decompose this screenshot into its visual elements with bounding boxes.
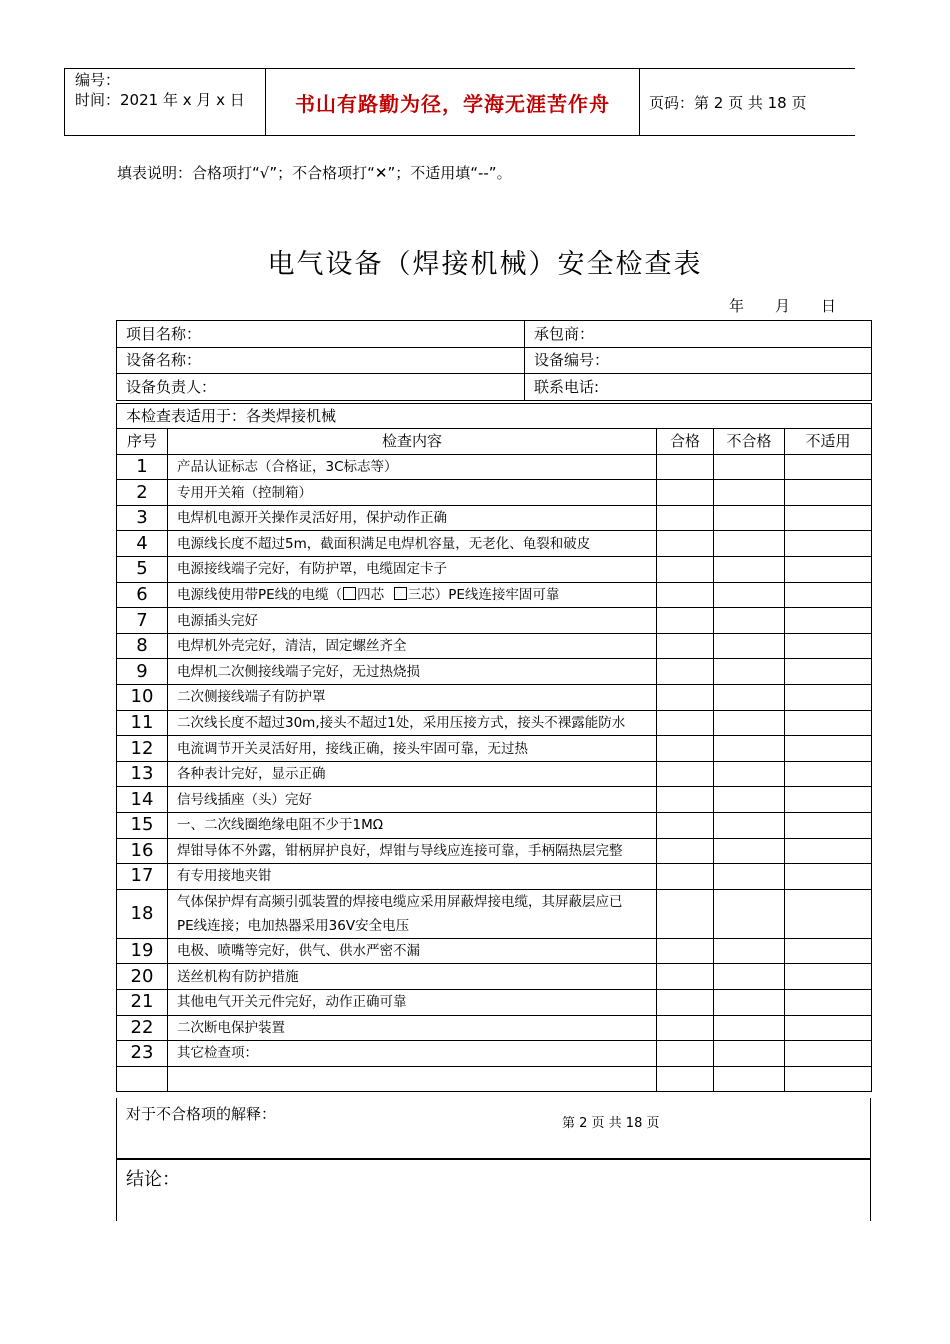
na-cell[interactable] — [785, 531, 872, 557]
date-month: 月 — [775, 297, 791, 315]
item-number: 14 — [117, 787, 168, 813]
fail-cell[interactable] — [714, 685, 785, 711]
table-row — [117, 531, 872, 557]
info-row — [117, 321, 872, 348]
pass-cell[interactable] — [657, 989, 714, 1015]
fill-instruction: 填表说明：合格项打“√”；不合格项打“✕”；不适用填“--”。 — [117, 164, 512, 182]
na-cell[interactable] — [785, 659, 872, 685]
item-text: 一、二次线圈绝缘电阻不少于1MΩ — [168, 813, 657, 839]
fail-cell[interactable] — [714, 531, 785, 557]
column-header-row — [117, 429, 872, 455]
table-row — [117, 454, 872, 480]
date-day: 日 — [821, 297, 837, 315]
fail-cell[interactable] — [714, 864, 785, 890]
fail-cell[interactable] — [714, 889, 785, 938]
table-row — [117, 582, 872, 608]
blank-content-cell[interactable] — [168, 1066, 657, 1092]
item-text: 其他电气开关元件完好，动作正确可靠 — [168, 989, 657, 1015]
item-text: 专用开关箱（控制箱） — [168, 480, 657, 506]
item-text — [168, 889, 657, 938]
info-row — [117, 374, 872, 401]
item-text: 电源插头完好 — [168, 608, 657, 634]
pass-cell[interactable] — [657, 938, 714, 964]
item-text: 二次侧接线端子有防护罩 — [168, 685, 657, 711]
fail-cell[interactable] — [714, 454, 785, 480]
three-core-label: 三芯）PE线连接牢固可靠 — [407, 586, 560, 603]
info-row — [117, 347, 872, 374]
equipment-name-field[interactable]: 设备名称： — [117, 347, 525, 374]
item-text: 其它检查项： — [168, 1041, 657, 1067]
na-cell[interactable] — [785, 864, 872, 890]
item-number: 23 — [117, 1041, 168, 1067]
item-text: 二次线长度不超过30m,接头不超过1处，采用压接方式，接头不裸露能防水 — [168, 710, 657, 736]
owner-field[interactable]: 设备负责人： — [117, 374, 525, 401]
item-number: 7 — [117, 608, 168, 634]
na-cell[interactable] — [785, 633, 872, 659]
item-number: 4 — [117, 531, 168, 557]
table-row — [117, 864, 872, 890]
item-text: 电极、喷嘴等完好，供气、供水严密不漏 — [168, 938, 657, 964]
document-header — [64, 68, 855, 136]
item-number: 3 — [117, 505, 168, 531]
page-footer: 第 2 页 共 18 页 — [562, 1116, 660, 1131]
fail-cell[interactable] — [714, 710, 785, 736]
table-row — [117, 838, 872, 864]
pass-cell[interactable] — [657, 864, 714, 890]
four-core-label: 四芯 — [357, 586, 385, 603]
item-number: 12 — [117, 736, 168, 762]
fail-cell[interactable] — [714, 989, 785, 1015]
pass-cell[interactable] — [657, 813, 714, 839]
pass-cell[interactable] — [657, 608, 714, 634]
na-cell[interactable] — [785, 813, 872, 839]
pass-cell[interactable] — [657, 1041, 714, 1067]
table-row — [117, 557, 872, 583]
item-text: 电焊机电源开关操作灵活好用，保护动作正确 — [168, 505, 657, 531]
item-text: 信号线插座（头）完好 — [168, 787, 657, 813]
checklist-table — [116, 403, 872, 1093]
fail-cell[interactable] — [714, 633, 785, 659]
pass-cell[interactable] — [657, 787, 714, 813]
na-cell[interactable] — [785, 1041, 872, 1067]
equipment-no-field[interactable]: 设备编号： — [525, 347, 872, 374]
na-cell[interactable] — [785, 505, 872, 531]
item-number: 9 — [117, 659, 168, 685]
phone-field[interactable]: 联系电话: — [525, 374, 872, 401]
table-row — [117, 710, 872, 736]
item-text: 电焊机外壳完好，清洁，固定螺丝齐全 — [168, 633, 657, 659]
col-content-header: 检查内容 — [168, 429, 657, 455]
na-cell[interactable] — [785, 989, 872, 1015]
table-row — [117, 505, 872, 531]
document-time-label: 时间：2021 年 x 月 x 日 — [75, 91, 245, 109]
item-number: 15 — [117, 813, 168, 839]
item-number: 8 — [117, 633, 168, 659]
table-row — [117, 480, 872, 506]
na-cell[interactable] — [785, 736, 872, 762]
item-number: 18 — [117, 889, 168, 938]
pass-cell[interactable] — [657, 633, 714, 659]
pass-cell[interactable] — [657, 736, 714, 762]
pass-cell[interactable] — [657, 480, 714, 506]
conclusion-section[interactable] — [116, 1159, 871, 1221]
table-row — [117, 608, 872, 634]
pass-cell[interactable] — [657, 838, 714, 864]
item-number: 19 — [117, 938, 168, 964]
item-number: 1 — [117, 454, 168, 480]
fail-cell[interactable] — [714, 938, 785, 964]
pass-cell[interactable] — [657, 659, 714, 685]
col-na-header: 不适用 — [785, 429, 872, 455]
table-row — [117, 989, 872, 1015]
item-number: 6 — [117, 582, 168, 608]
na-cell[interactable] — [785, 938, 872, 964]
four-core-checkbox[interactable] — [343, 587, 356, 600]
table-row — [117, 889, 872, 938]
na-cell[interactable] — [785, 761, 872, 787]
item-text: 电源接线端子完好，有防护罩，电缆固定卡子 — [168, 557, 657, 583]
fail-cell[interactable] — [714, 505, 785, 531]
item-number: 20 — [117, 964, 168, 990]
item-number: 16 — [117, 838, 168, 864]
document-number-label: 编号： — [75, 71, 121, 89]
item-text: 电焊机二次侧接线端子完好，无过热烧损 — [168, 659, 657, 685]
table-row — [117, 736, 872, 762]
fail-cell[interactable] — [714, 557, 785, 583]
fail-cell[interactable] — [714, 964, 785, 990]
item-text — [168, 582, 657, 608]
na-cell[interactable] — [785, 1066, 872, 1092]
item-text: 各种表计完好，显示正确 — [168, 761, 657, 787]
item-text: 焊钳导体不外露，钳柄屏护良好，焊钳与导线应连接可靠，手柄隔热层完整 — [168, 838, 657, 864]
applies-to-row — [117, 403, 872, 429]
table-row — [117, 1015, 872, 1041]
table-row — [117, 787, 872, 813]
page-number-label: 页码：第 2 页 共 18 页 — [649, 93, 807, 112]
pass-cell[interactable] — [657, 454, 714, 480]
col-no-header: 序号 — [117, 429, 168, 455]
item-number: 17 — [117, 864, 168, 890]
date-year: 年 — [729, 297, 745, 315]
item-number: 11 — [117, 710, 168, 736]
na-cell[interactable] — [785, 480, 872, 506]
na-cell[interactable] — [785, 787, 872, 813]
table-row — [117, 813, 872, 839]
fail-cell[interactable] — [714, 659, 785, 685]
pass-cell[interactable] — [657, 761, 714, 787]
fail-cell[interactable] — [714, 608, 785, 634]
item-number: 10 — [117, 685, 168, 711]
fail-cell[interactable] — [714, 1015, 785, 1041]
page-title: 电气设备（焊接机械）安全检查表 — [267, 249, 703, 280]
table-row — [117, 964, 872, 990]
blank-number-cell[interactable] — [117, 1066, 168, 1092]
inspection-form — [116, 320, 871, 1092]
fail-cell[interactable] — [714, 1041, 785, 1067]
explanation-section[interactable] — [116, 1098, 871, 1159]
header-meta-cell — [65, 69, 266, 135]
na-cell[interactable] — [785, 557, 872, 583]
pass-cell[interactable] — [657, 505, 714, 531]
table-row — [117, 633, 872, 659]
item-number: 21 — [117, 989, 168, 1015]
table-row — [117, 761, 872, 787]
fail-cell[interactable] — [714, 761, 785, 787]
fail-cell[interactable] — [714, 1066, 785, 1092]
item-text-line2: PE线连接；电加热器采用36V安全电压 — [177, 917, 410, 934]
contractor-field[interactable]: 承包商： — [525, 321, 872, 348]
info-table — [116, 320, 872, 401]
na-cell[interactable] — [785, 1015, 872, 1041]
table-row-blank — [117, 1066, 872, 1092]
fail-cell[interactable] — [714, 813, 785, 839]
three-core-checkbox[interactable] — [394, 587, 407, 600]
item-number: 22 — [117, 1015, 168, 1041]
na-cell[interactable] — [785, 964, 872, 990]
pass-cell[interactable] — [657, 710, 714, 736]
item-text: 有专用接地夹钳 — [168, 864, 657, 890]
pass-cell[interactable] — [657, 531, 714, 557]
fail-cell[interactable] — [714, 838, 785, 864]
table-row — [117, 659, 872, 685]
item-text-line1: 气体保护焊有高频引弧装置的焊接电缆应采用屏蔽焊接电缆，其屏蔽层应已 — [177, 893, 623, 910]
fail-cell[interactable] — [714, 582, 785, 608]
pass-cell[interactable] — [657, 1066, 714, 1092]
item-text: 电源线长度不超过5m，截面积满足电焊机容量，无老化、龟裂和破皮 — [168, 531, 657, 557]
pass-cell[interactable] — [657, 582, 714, 608]
project-name-field[interactable]: 项目名称： — [117, 321, 525, 348]
na-cell[interactable] — [785, 838, 872, 864]
table-row — [117, 938, 872, 964]
item-number: 5 — [117, 557, 168, 583]
item-number: 2 — [117, 480, 168, 506]
motto-text: 书山有路勤为径，学海无涯苦作舟 — [266, 69, 640, 135]
fail-cell[interactable] — [714, 480, 785, 506]
fail-cell[interactable] — [714, 736, 785, 762]
na-cell[interactable] — [785, 608, 872, 634]
pass-cell[interactable] — [657, 557, 714, 583]
na-cell[interactable] — [785, 685, 872, 711]
na-cell[interactable] — [785, 889, 872, 938]
item-text: 二次断电保护装置 — [168, 1015, 657, 1041]
table-row — [117, 685, 872, 711]
col-fail-header: 不合格 — [714, 429, 785, 455]
item-text: 产品认证标志（合格证，3C标志等） — [168, 454, 657, 480]
pass-cell[interactable] — [657, 889, 714, 938]
col-pass-header: 合格 — [657, 429, 714, 455]
item-text: 送丝机构有防护措施 — [168, 964, 657, 990]
pass-cell[interactable] — [657, 1015, 714, 1041]
item-text-prefix: 电源线使用带PE线的电缆（ — [177, 586, 343, 603]
date-line — [729, 295, 836, 316]
na-cell[interactable] — [785, 454, 872, 480]
table-row — [117, 1041, 872, 1067]
item-text: 电流调节开关灵活好用，接线正确，接头牢固可靠，无过热 — [168, 736, 657, 762]
applies-to-text: 本检查表适用于：各类焊接机械 — [117, 403, 872, 429]
item-number: 13 — [117, 761, 168, 787]
explanation-label: 对于不合格项的解释： — [126, 1105, 277, 1123]
pass-cell[interactable] — [657, 685, 714, 711]
na-cell[interactable] — [785, 582, 872, 608]
pass-cell[interactable] — [657, 964, 714, 990]
fail-cell[interactable] — [714, 787, 785, 813]
conclusion-label: 结论： — [126, 1169, 180, 1190]
na-cell[interactable] — [785, 710, 872, 736]
